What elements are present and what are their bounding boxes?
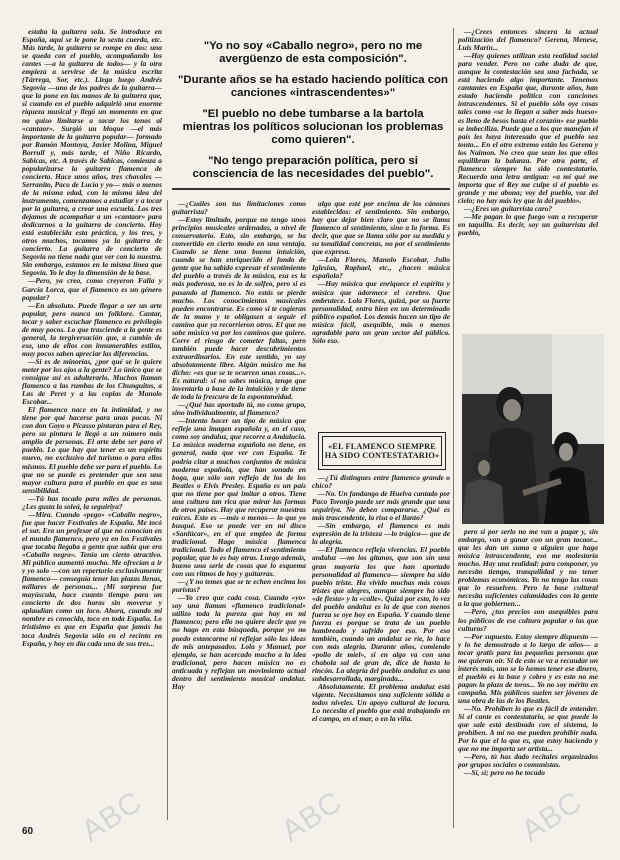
column-3 [312,200,450,428]
paragraph: —Si es de minorías, ¿por qué se le quiere meter por los ojos a la gente? Lo único que se consigue así es adulterarlo. Muchos llaman flamenco a las rumbas de los Chunguitos, a Las de Peret y a las coplas de Manolo Escobar... [22,356,162,407]
paragraph: —Tú has tocado para miles de personas. ¿Les gusta la soleá, la seguiriya? [22,493,162,511]
paragraph: pero si por serlo no me van a pagar y, sin embargo, van a ganar con un gran tocaor... que les dan un suma a alguien que haga música intrascendente, eso me molestaría mucho. Hay una realidad: para componer, yo necesito tiempo, tranquilidad y no tener problemas económicos. Yo no tengo las cosas que lo resuelven. Pero la base cultural necesita suficientes calamidades con la gente a la que gobiernen... [458,528,598,609]
paragraph: algo que esté por encima de los cánones establecidos: el sentimiento. Sin embargo, hay que dejar bien claro que no se llama flamenco al sentimiento, sino a la forma. Es decir, que que se llama sólo por su medida y su tonalidad concretas, no por el sentimiento que expresa. [312,200,450,257]
paragraph: Absolutamente. El problema andaluz está vigente. Necesitamos una suficiente sólida a todos niveles. Un apoyo cultural de locura. Lo necesita el pueblo que está trabajando en el campo, en el mar, o en la viña. [312,682,450,724]
paragraph: El flamenco nace en la intimidad, y no tiene por qué hacerse para unas pocas. Ni con don Goyo o Picasso pintaran para el Rey, pero su pintura le llegó a un número más amplio de personas. El arte debe ser para el pueblo. Lo que hay que tener es un espíritu nuevo, no exclusivo del turismo o para ellos mismos. El pueblo debe ser para el pueblo. Lo que no se puede es pretender que sea una mayor cultura para el pueblo en que es una sensibilidad. [22,405,162,495]
paragraph: —¿Tú distingues entre flamenco grande o chico? [312,474,450,491]
paragraph: —Pero, tú has dado recitales organizados por grupos sociales o comunistas. [458,752,598,770]
column-rule [453,28,454,828]
paragraph: —Hay música que enriquece el espíritu y música que adormece el cerebro. Que embrutece. Lola Flores, quizá, por su fuerte personalidad, entra bien en un determinado público español. Los demás hacen un tipo de música fácil, asequible, más o menos agradable para un gran sector del público. Sólo eso. [312,279,450,345]
paragraph: —¿Eres un guitarrista caro? [464,204,553,214]
boxed-headline [318,432,446,470]
paragraph: —Me pagan lo que fuego van a recuperar en taquilla. Es decir, soy un guitarrista del pueblo, [458,212,598,238]
musician-photo [462,334,604,524]
paragraph: —Pero, ya creo, como creyeron Falla y García Lorca, que el flamenco es un género popular? [22,276,162,302]
column-1 [22,28,162,823]
paragraph: —Pero, ¿tus precios son asequibles para los públicos de ese cultura popular o las que culturas? [458,607,598,633]
divider-rule [172,188,450,190]
column-rule [167,200,168,820]
paragraph: —Lola Flores, Manolo Escobar, Julio Iglesias, Raphael, etc., ¿hacen música española? [312,255,450,281]
paragraph: —No. Un fandango de Huelva cantado por Paco Toronjo puede ser más grande que una seguiriya. No deben compararse. ¿Qué es más trascendente, la risa o el llanto? [312,489,450,523]
watermark: ABC [515,785,589,849]
paragraph: —¿Crees entonces sincera la actual politización del flamenco? Gerena, Menese, Luis Marín... [458,28,598,53]
paragraph: —¿Cuáles son tus limitaciones como guitarrista? [172,200,306,217]
paragraph: estaba la guitarra sola. Se introduce en España, aquí se le pone la sexta cuerda, etc. Más tarde, la guitarra se rompe en dos: una se queda con el pueblo, acompañando los cantes —a la guitarra de todos— y la otra empieza a servirse de la música escrita (Tárrega, Sor, etc.). Llega luego Andrés Segovia —uno de los padres de la guitarra— que la pone en las manos de la guitarra que, si cuando en el pueblo adquirió una enorme riqueza musical y llegó un momento en que no quiso limitarse a sacar los tonos al «cantaor». Surgió un bloque —el más importante de la guitarra popular— formado por Ramón Montoya, Javier Molina, Miguel Borrull y, más tarde, el Niño Ricardo, Sabicas, etc. A través de Sabicas, comienza a popularizarse la guitarra flamenca de concierto. Hace unos años, tres chavales —Serranito, Paco de Lucía y yo— más o menos de la misma edad, con la misma idea del instrumento, comenzamos a estudiar y a tocar por la guitarra, a crear una escuela. Los tres dejamos de acompañar a un «cantaor» para dedicarnos a la guitarra de concierto. Hoy está establecida esta práctica, y los tres, y otros muchos, tocamos ya la guitarra de concierto. La guitarra de concierto de Segovia no tiene nada que ver con la nuestra. Sin embargo, estamos en la misma línea que Segovia. Yo le doy la dimensión de la base. [22,28,162,278]
paragraph: —Intento hacer un tipo de música que refleje una imagen española y, en el caso, como soy andaluz, que recorre a Andalucía. La música moderna española no tiene, en general, nada que ver con España. Te podría citar a muchos conjuntos de música moderna española, que han sonado en boga, que sólo son reflejo de los de los Beatles o Elvis Presley. España es un país que no tiene por qué imitar a otros. Tiene una cultura tan rica que mirar las formas de otros países. Hay que recuperar nuestras raíces. Esto es —más o menos— lo que yo busqué. Eso se puede ver en mi disco «Sanlúcar», en el que empleo de forma tradicional. Hago música flamenca tradicional. Todo el flamenco el sentimiento popular, que lo es hay otras. Luego además, bueno una serie de cosas que lo esquema con sus ritmos de hoy y guitarras. [172,416,306,579]
paragraph: —Estoy limitado, porque no tengo unos principios musicales ordenados, a nivel de conservatorio. Esto, sin embargo, se ha convertido en cierto modo en una ventaja. Cuando se tiene una buena intuición, cuando se han enriquecido el fondo de gente que ha sabido expresar el sentimiento del pueblo a través de la música, esa es la más poderosa, no es lo de solfeo, pero si es pasando al flamenco. No estás se pierde mucho. Los conocimientos musicales pueden encontrarse. Es como si te cogieran de la mano y te obligasen a seguir el camino que ya recorrieron otros. El que no sabe música va por los caminos que quiere. Corre el riesgo de cometer faltas, pero también puede hacer descubrimientos extraordinarios. En este sentido, yo soy absolutamente libre. Algún músico me ha dicho: «es que se te ocurren unas cosas...». Es natural: si no sabes música, tengo que inventarla a base de la intuición y de tiene de toda la frescura de la espontaneidad. [172,215,306,402]
column-2 [172,200,306,820]
column-4-continued [458,528,598,828]
page-number: 60 [22,826,34,837]
paragraph: —Sin embargo, el flamenco es más expresión de la tristeza —lo trágico— que de la alegría. [312,521,450,547]
watermark: ABC [75,785,149,849]
pull-quotes [178,40,448,189]
paragraph: —Mira. Cuando «pego» «Caballo negro», fue que hacer Festivales de España. Me tocó el sur. Era un profesor al que no conocían en el mundo flamenco, pero ya en los Festivales que tocaba llegaba a gente que sabía que era «Caballo negro». Tenía un cierto atractivo. Mi público aumentó mucho. Me ofrecían a ir y yo solo —con un repertorio exclusivamente flamenco— conseguía tener las plazas llenas, millares de personas... ¡Mi sorpresa fue mayúscula, hace cuanto tiempo para un concierto de dos horas sin moverse y aplaudían como un loco. Ahora, cuando mi nombre es conocido, toco en toda España. Lo tristísimo es que en España que jamás ha toca Andrés Segovia sólo en el recinto en España, y hoy en día cada uno de sus tres... [22,509,162,648]
paragraph: —Por supuesto. Estoy siempre dispuesto —y lo he demostrado a lo largo de años— a tocar gratis para las pequeñas personas que me quieran oír. Si de esto se va a recaudar un interés más, uno se lo hemos tener ese dinero, el pueblo es la base y cobro y es esto no me pagan la plaza de toros... Yo no soy mérito en campaña. Mis públicos suelen ser jóvenes de una obra de las de los Beatles. [458,631,598,705]
paragraph: —¿Qué has aportado tú, no como grupo, sino individualmente, al flamenco? [172,400,306,418]
paragraph: —¿Y no temes que se te echen encima los puristas? [172,577,306,595]
pull-quote: "Yo no soy «Caballo negro», pero no me avergüenzo de esta composición". [203,40,423,65]
paragraph: —En absoluto. Puede llegar a ser un arte popular, pero nunca un folklore. Cantar, tocar y saber escuchar flamenco es privilegio de muy pocos. Lo que trasciende a la gente es general, la tergiversación que, a cambio de eso, uno de ellos con innumerables estilos, muy pocos saben apreciar las diferencias. [22,300,162,358]
paragraph: —Yo creo que cada cosa. Cuando «yo» soy una llaman «flamenco tradicional» utilizo toda la pureza que hay en mi flamenco; pero ello no quiere decir que yo no hago en esta búsqueda, porque yo no puedo estancarme ni reflejar sólo las ideas de mis antepasados. Lola y Manuel, por ejemplo, se han acercado mucho a la idea tradicional, pero hacen música no es anticuada y reflejan un movimiento actual dentro del sentimiento musical andaluz. Hay [172,593,306,691]
boxed-headline-text: «EL FLAMENCO SIEMPRE HA SIDO CONTESTATARIO» [322,436,442,466]
paragraph: —El flamenco refleja vivencias. El pueblo andaluz —no los gitanos, que son sin una gran mayoría los que han aportado personalidad al flamenco— siempre ha sido pueblo triste. Ha vivido muchas más cosas tristes que alegres, aunque siempre ha sido «de fiesta» y la «calle». Quizá por esto, lo vez del pueblo andaluz es la de que con menos fuerza se oye hoy en España. Y cuando tiene fuerza es porque se trata de un pueblo hambreado y sufrido por eso. Por eso también, cuando un andaluz se ríe, lo hace con más alegría. Durante años, comiendo «pollo de miel», si en algo va con una chabola sal de gran de, dice de hasta lo rincón. La alegría del pueblo andaluz es una subdesarrollada, marginada... [312,545,450,684]
column-3-continued [312,474,450,820]
column-4 [458,28,598,328]
paragraph: —Hay quienes utilizan esta realidad social para vender. Pero no cabe duda de que, aunque la contestación sea una fachada, se está haciendo algo importante. Tenemos cantantes en España que, durante años, han estado haciendo política con canciones intrascendentes. Si el pueblo sólo oye cosas tales como «se lo llegan a saber más hueso» es lleno de besos hasta el corazón» ese pueblo se imbeciliza. Puede que a los que manejan el país les haya interesado que el pueblo sea tonto... En el otro extremo están los Gerena y los Naimon. No creo que sean los que ellos equilibran la balanza. Por otra parte, el flamenco siempre ha sido contestatario. Recuerdo una letra antigua: «a mí qué me importa que el Rey me culpe si el pueblo es grande y me abona; voy del pueblo, voz del cielo; no hay más ley que la del pueblo». [458,51,598,205]
paragraph: —No. Prohiben lo que es fácil de entender. Si el cante es contestatario, se que puede lo que sale está destinado con el sistema, lo prohíben. A mí no me pueden prohibir nada. Por lo que el lo que es, que estoy haciendo y que no me importa ser artista... [458,704,598,754]
pull-quote: "No tengo preparación política, pero si consciencia de las necesidades del pueblo". [192,155,434,180]
watermark: ABC [275,785,349,849]
paragraph: —Sí, sí; pero no he tocado [464,768,545,778]
pull-quote: "Durante años se ha estado haciendo política con canciones «intrascendentes»" [178,74,448,99]
pull-quote: "El pueblo no debe tumbarse a la bartola mientras los políticos solucionan los problemas como quieren". [182,108,444,146]
photo-illustration [462,334,604,524]
